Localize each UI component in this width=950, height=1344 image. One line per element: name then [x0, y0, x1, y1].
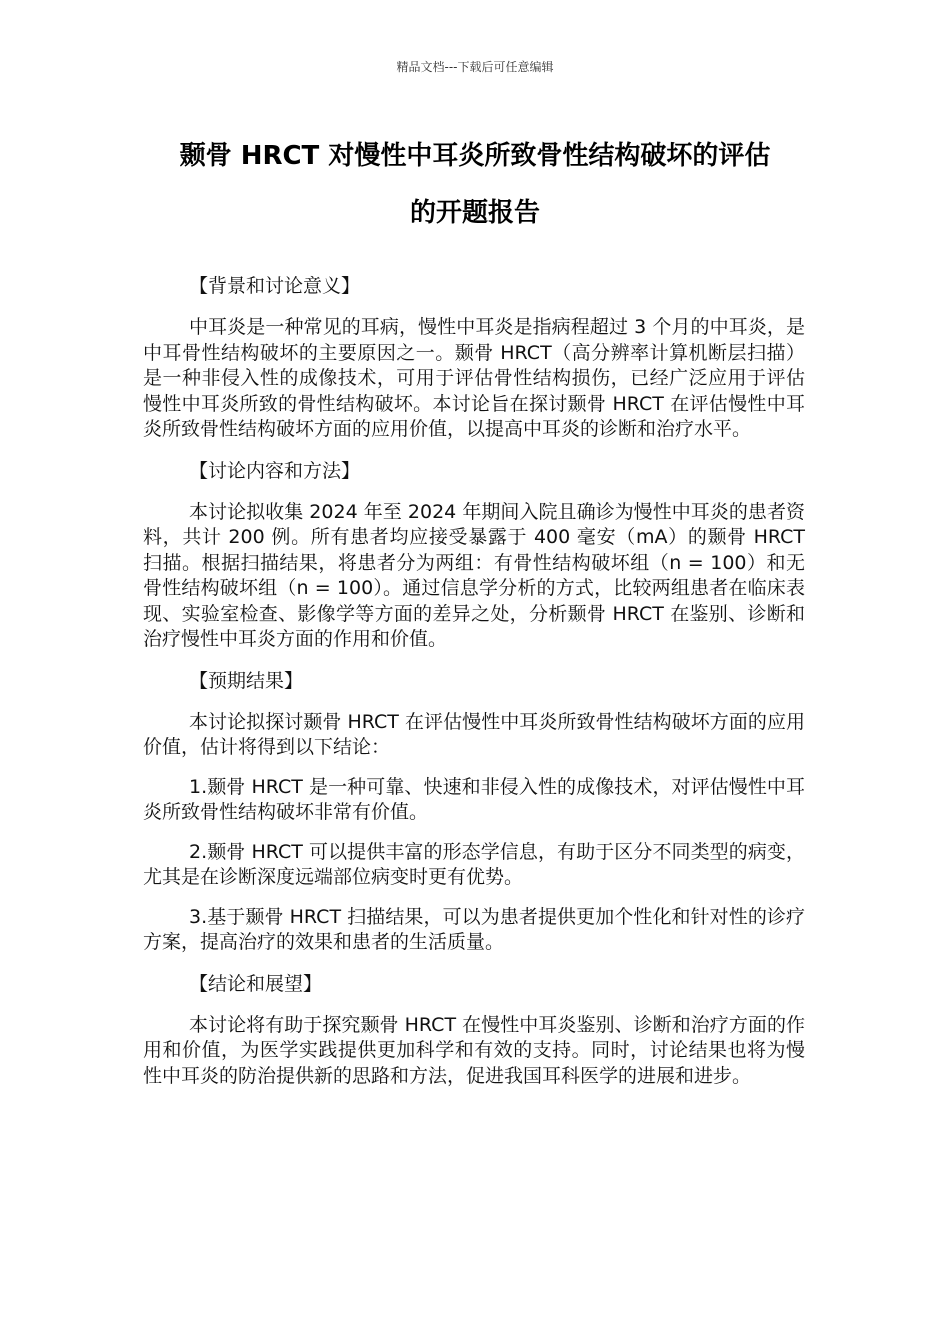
section-heading-expected-results: 【预期结果】 [189, 669, 304, 692]
section-heading-background: 【背景和讨论意义】 [189, 275, 361, 297]
header-note: 精品文档---下载后可任意编辑 [396, 60, 554, 74]
paragraph-expected-item-1: 1.颞骨 HRCT 是一种可靠、快速和非侵入性的成像技术，对评估慢性中耳炎所致骨性结构破坏非常有价值。 [143, 775, 805, 823]
section-heading-methods: 【讨论内容和方法】 [189, 459, 361, 482]
paragraph-conclusion: 本讨论将有助于探究颞骨 HRCT 在慢性中耳炎鉴别、诊断和治疗方面的作用和价值，为医学实践提供更加科学和有效的支持。同时，讨论结果也将为慢性中耳炎的防治提供新的思路和方法，促进我国耳科医学的进展和进步。 [143, 1013, 805, 1087]
document-body [143, 272, 805, 1089]
document-title-line-2: 的开题报告 [409, 198, 540, 228]
document-title-line-1: 颞骨 HRCT 对慢性中耳炎所致骨性结构破坏的评估 [179, 141, 771, 171]
paragraph-expected-item-2: 2.颞骨 HRCT 可以提供丰富的形态学信息，有助于区分不同类型的病变，尤其是在诊断深度远端部位病变时更有优势。 [143, 840, 805, 888]
paragraph-expected-intro: 本讨论拟探讨颞骨 HRCT 在评估慢性中耳炎所致骨性结构破坏方面的应用价值，估计将得到以下结论： [143, 710, 805, 758]
paragraph-expected-item-3: 3.基于颞骨 HRCT 扫描结果，可以为患者提供更加个性化和针对性的诊疗方案，提高治疗的效果和患者的生活质量。 [143, 905, 805, 953]
section-heading-conclusion: 【结论和展望】 [189, 972, 323, 995]
paragraph-background: 中耳炎是一种常见的耳病，慢性中耳炎是指病程超过 3 个月的中耳炎，是中耳骨性结构破坏的主要原因之一。颞骨 HRCT（高分辨率计算机断层扫描）是一种非侵入性的成像技术，可用于评估骨性结构损伤，已经广泛应用于评估慢性中耳炎所致的骨性结构破坏。本讨论旨在探讨颞骨 HRCT 在评估慢性中耳炎所致骨性结构破坏方面的应用价值，以提高中耳炎的诊断和治疗水平。 [143, 316, 805, 440]
paragraph-methods: 本讨论拟收集 2024 年至 2024 年期间入院且确诊为慢性中耳炎的患者资料，共计 200 例。所有患者均应接受暴露于 400 毫安（mA）的颞骨 HRCT 扫描。根据扫描结果，将患者分为两组：有骨性结构破坏组（n = 100）和无骨性结构破坏组（n = 100）。通过信息学分析的方式，比较两组患者在临床表现、实验室检查、影像学等方面的差异之处，分析颞骨 HRCT 在鉴别、诊断和治疗慢性中耳炎方面的作用和价值。 [143, 500, 805, 650]
